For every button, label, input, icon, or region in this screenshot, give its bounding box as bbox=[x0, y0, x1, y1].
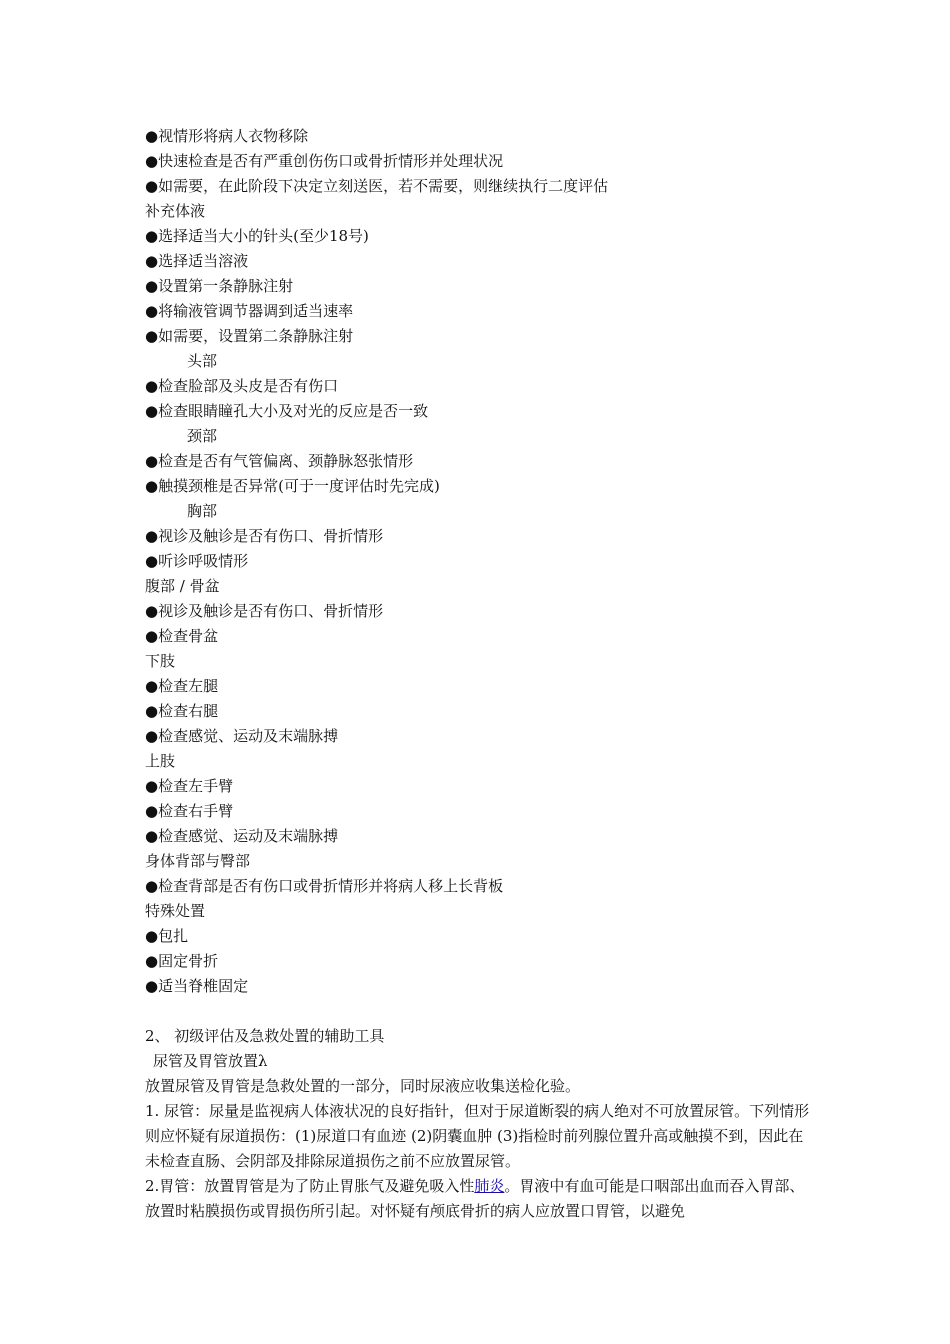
checklist-line: 头部 bbox=[187, 352, 218, 370]
checklist-line: ●如需要，在此阶段下决定立刻送医，若不需要，则继续执行二度评估 bbox=[145, 177, 609, 195]
checklist-line: ●检查感觉、运动及末端脉搏 bbox=[145, 727, 339, 745]
checklist-line: 下肢 bbox=[145, 652, 176, 670]
checklist-line: 颈部 bbox=[187, 427, 218, 445]
checklist-line: ●检查右腿 bbox=[145, 702, 219, 720]
checklist-line: 身体背部与臀部 bbox=[145, 852, 251, 870]
checklist-line: ●快速检查是否有严重创伤伤口或骨折情形并处理状况 bbox=[145, 152, 504, 170]
checklist-line: ●视诊及触诊是否有伤口、骨折情形 bbox=[145, 602, 384, 620]
gastric-text-before: 2.胃管：放置胃管是为了防止胃胀气及避免吸入性 bbox=[145, 1177, 475, 1195]
checklist-line: ●检查脸部及头皮是否有伤口 bbox=[145, 377, 339, 395]
checklist-line: ●触摸颈椎是否异常(可于一度评估时先完成) bbox=[145, 477, 440, 495]
checklist-line: ●适当脊椎固定 bbox=[145, 977, 249, 995]
checklist-line: ●检查眼睛瞳孔大小及对光的反应是否一致 bbox=[145, 402, 429, 420]
urinary-catheter-paragraph: 1. 尿管：尿量是监视病人体液状况的良好指针，但对于尿道断裂的病人绝对不可放置尿管。下列情形则应怀疑有尿道损伤：(1)尿道口有血迹 (2)阴囊血肿 (3)指检时前列腺位置升高或触摸不到，因此在未检查直肠、会阴部及排除尿道损伤之前不应放置尿管。 bbox=[145, 1102, 810, 1170]
checklist-line: ●检查是否有气管偏离、颈静脉怒张情形 bbox=[145, 452, 414, 470]
checklist-line: ●检查左腿 bbox=[145, 677, 219, 695]
checklist-line: ●固定骨折 bbox=[145, 952, 219, 970]
blank-line bbox=[145, 999, 815, 1024]
checklist-line: ●包扎 bbox=[145, 927, 189, 945]
checklist-line: ●视诊及触诊是否有伤口、骨折情形 bbox=[145, 527, 384, 545]
pneumonia-link[interactable]: 肺炎 bbox=[474, 1177, 505, 1195]
gastric-text-after: 。胃液中有血可能是口咽部出血而吞入胃部、放置时粘膜损伤或胃损伤所引起。对怀疑有颅底骨折的病人应放置口胃管，以避免 bbox=[145, 1177, 805, 1220]
checklist-line: 腹部 / 骨盆 bbox=[145, 577, 220, 595]
checklist-line: ●检查左手臂 bbox=[145, 777, 234, 795]
checklist-line: ●选择适当大小的针头(至少18号) bbox=[145, 227, 369, 245]
intro-paragraph: 放置尿管及胃管是急救处置的一部分，同时尿液应收集送检化验。 bbox=[145, 1077, 581, 1095]
document-page bbox=[145, 124, 815, 1224]
section-subheading: 尿管及胃管放置λ bbox=[153, 1052, 268, 1070]
section-heading: 2、 初级评估及急救处置的辅助工具 bbox=[145, 1027, 385, 1045]
checklist bbox=[145, 124, 815, 999]
checklist-line: ●检查右手臂 bbox=[145, 802, 234, 820]
checklist-line: ●设置第一条静脉注射 bbox=[145, 277, 294, 295]
checklist-line: 特殊处置 bbox=[145, 902, 206, 920]
checklist-line: 补充体液 bbox=[145, 202, 206, 220]
checklist-line: ●听诊呼吸情形 bbox=[145, 552, 249, 570]
checklist-line: ●检查感觉、运动及末端脉搏 bbox=[145, 827, 339, 845]
checklist-line: ●视情形将病人衣物移除 bbox=[145, 127, 309, 145]
checklist-line: ●将输液管调节器调到适当速率 bbox=[145, 302, 354, 320]
checklist-line: ●选择适当溶液 bbox=[145, 252, 249, 270]
gastric-tube-paragraph bbox=[145, 1174, 815, 1224]
checklist-line: 上肢 bbox=[145, 752, 176, 770]
checklist-line: ●如需要，设置第二条静脉注射 bbox=[145, 327, 354, 345]
checklist-line: ●检查背部是否有伤口或骨折情形并将病人移上长背板 bbox=[145, 877, 504, 895]
checklist-line: 胸部 bbox=[187, 502, 218, 520]
checklist-line: ●检查骨盆 bbox=[145, 627, 219, 645]
